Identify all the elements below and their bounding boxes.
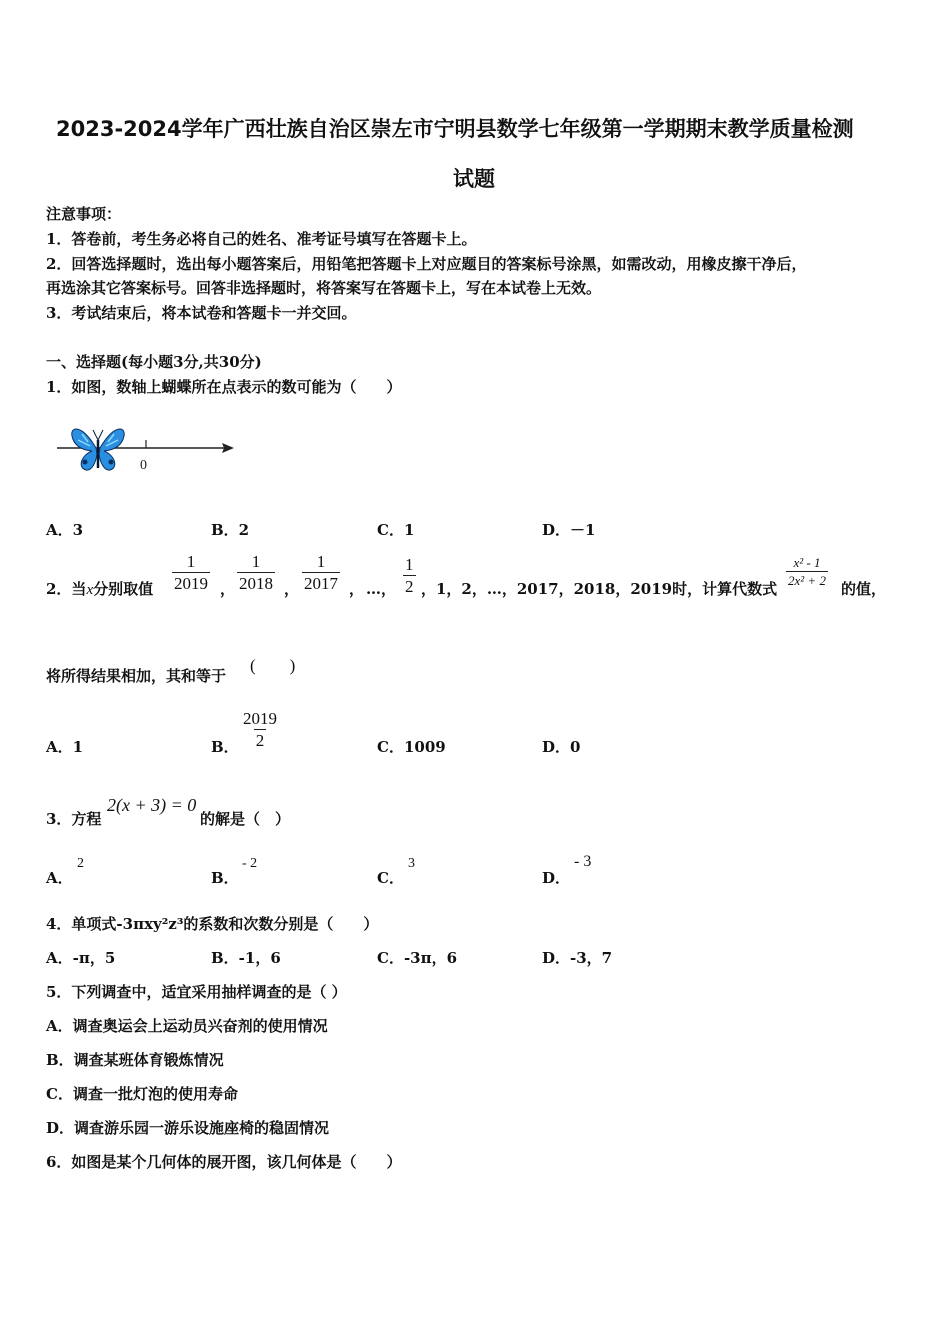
option-a: A．-π，5 [46, 949, 116, 967]
option-a: A．1 [46, 738, 84, 756]
option-d: D．－1 [542, 521, 596, 539]
separator: ， [284, 580, 300, 598]
question-6-stem: 6．如图是某个几何体的展开图，该几何体是（ ） [46, 1153, 402, 1171]
option-b: B．-1，6 [211, 949, 281, 967]
option-a-value: 2 [77, 856, 84, 871]
question-3-prefix: 3．方程 [46, 810, 102, 828]
fraction-1-2: $\frac{1}{2}$ [405, 555, 414, 596]
option-b: B．2 [211, 521, 250, 539]
option-c: C．1009 [377, 738, 446, 756]
separator: ， [349, 580, 365, 598]
ellipsis: …， [366, 580, 397, 598]
option-d: D．调查游乐园一游乐设施座椅的稳固情况 [46, 1119, 330, 1137]
question-1-stem: 1．如图，数轴上蝴蝶所在点表示的数可能为（ ） [46, 378, 402, 396]
note-item: 3．考试结束后，将本试卷和答题卡一并交回。 [46, 304, 357, 322]
option-b-label: B． [211, 869, 239, 887]
fraction-1-2017: $\frac{1}{2017}$ [304, 552, 338, 593]
fraction-1-2018: $\frac{1}{2018}$ [239, 552, 273, 593]
option-c: C．调查一批灯泡的使用寿命 [46, 1085, 238, 1103]
algebraic-expression: $\frac{\text{x² - 1}}{\text{2x² + 2}}$ [788, 555, 826, 588]
separator: ， [220, 580, 236, 598]
option-b-value: - 2 [242, 856, 258, 871]
option-b-label: B． [211, 738, 239, 756]
question-5-stem: 5．下列调查中，适宜采用抽样调查的是（ ） [46, 983, 347, 1001]
fraction-1-2019: $\frac{1}{2019}$ [174, 552, 208, 593]
notes-heading: 注意事项： [46, 205, 122, 223]
number-line-figure [52, 418, 242, 478]
note-item: 1．答卷前，考生务必将自己的姓名、准考证号填写在答题卡上。 [46, 230, 477, 248]
butterfly-icon [72, 429, 124, 470]
equation: 2(x + 3) = 0 [107, 795, 197, 815]
variable-x: x [86, 582, 94, 598]
question-2-prefix: 2．当x分别取值 [46, 580, 154, 598]
page-title-line2: 试题 [453, 167, 495, 191]
note-item: 再选涂其它答案标号。回答非选择题时，将答案写在答题卡上，写在本试卷上无效。 [46, 279, 602, 297]
option-b-fraction: $\frac{2019}{2}$ [243, 709, 277, 750]
note-item: 2．回答选择题时，选出每小题答案后，用铅笔把答题卡上对应题目的答案标号涂黑，如需改动，用橡皮擦干净后， [46, 255, 807, 273]
option-c-label: C． [377, 869, 404, 887]
question-4-stem: 4．单项式-3πxy²z³的系数和次数分别是（ ） [46, 915, 379, 933]
option-b: B．调查某班体育锻炼情况 [46, 1051, 224, 1069]
question-2-line2: 将所得结果相加，其和等于 [46, 667, 227, 685]
question-2-text-b: ，1，2，…，2017，2018，2019时，计算代数式 [421, 580, 778, 598]
option-c: C．1 [377, 521, 415, 539]
page-title: 2023-2024学年广西壮族自治区崇左市宁明县数学七年级第一学期期末教学质量检测 [56, 117, 854, 141]
answer-paren: ( ) [250, 656, 296, 675]
option-d: D．0 [542, 738, 581, 756]
axis-zero-label: 0 [140, 458, 147, 473]
option-a-label: A． [46, 869, 73, 887]
question-3-suffix: 的解是（ ） [200, 810, 291, 828]
section-heading: 一、选择题(每小题3分,共30分) [46, 353, 262, 371]
option-a: A．3 [46, 521, 84, 539]
option-c: C．-3π，6 [377, 949, 458, 967]
option-d: D．-3，7 [542, 949, 613, 967]
option-a: A．调查奥运会上运动员兴奋剂的使用情况 [46, 1017, 328, 1035]
option-d-value: - 3 [574, 853, 592, 870]
option-c-value: 3 [408, 856, 415, 871]
option-d-label: D． [542, 869, 571, 887]
question-2-text-c: 的值， [841, 580, 887, 598]
